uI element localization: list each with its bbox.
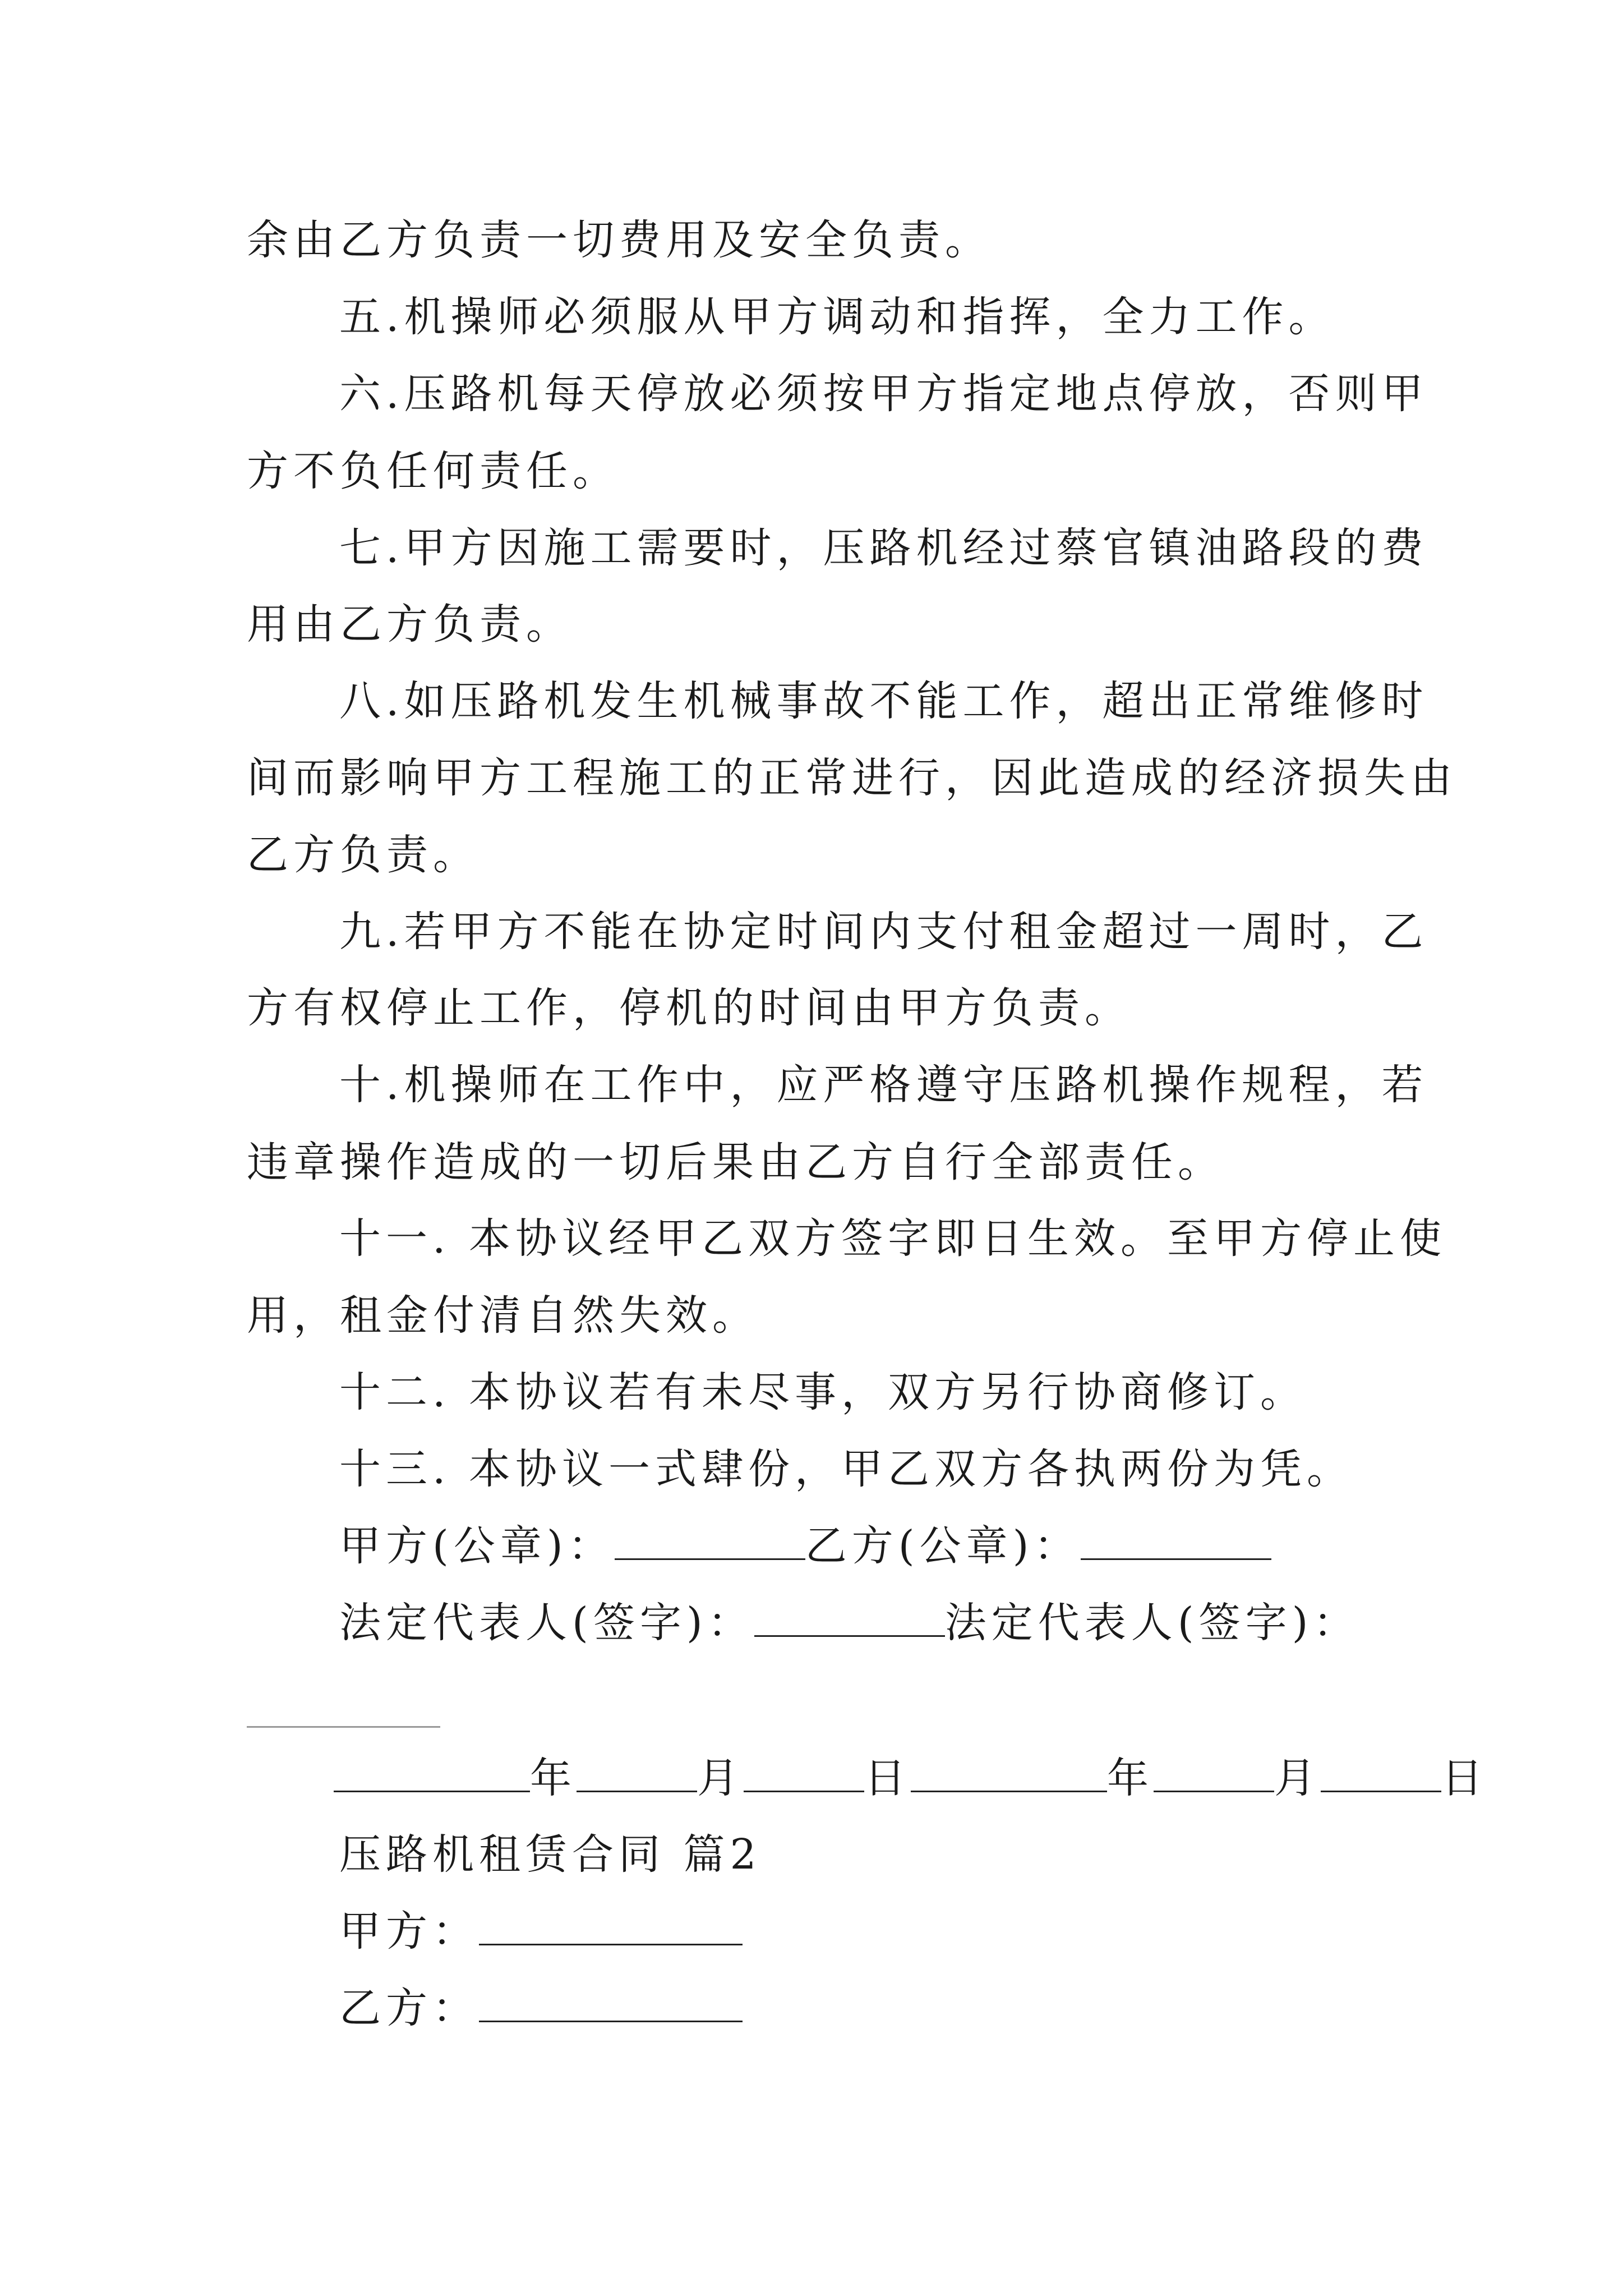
- clause-13: 十三. 本协议一式肆份，甲乙双方各执两份为凭。: [339, 1445, 1354, 1493]
- party-a-seal-blank[interactable]: [615, 1525, 805, 1560]
- rep-a-label: 法定代表人(签字)：: [339, 1599, 754, 1647]
- paragraph-line: 违章操作造成的一切后果由乙方自行全部责任。: [247, 1138, 1224, 1186]
- paragraph-line: 方不负任何责任。: [247, 447, 619, 495]
- party-b-seal-blank[interactable]: [1081, 1525, 1271, 1560]
- party-a-blank[interactable]: [479, 1910, 743, 1945]
- clause-5: 五.机操师必须服从甲方调动和指挥，全力工作。: [339, 293, 1335, 341]
- day-b-blank[interactable]: [1321, 1757, 1441, 1792]
- paragraph-line: 用由乙方负责。: [247, 600, 573, 648]
- party-b-line: [339, 1980, 1483, 2036]
- rep-b-blank[interactable]: [247, 1726, 440, 1728]
- clause-11: 十一. 本协议经甲乙双方签字即日生效。至甲方停止使: [339, 1214, 1447, 1263]
- month-a-blank[interactable]: [577, 1757, 697, 1792]
- clause-12: 十二. 本协议若有未尽事，双方另行协商修订。: [339, 1368, 1307, 1416]
- clause-9: 九.若甲方不能在协定时间内支付租金超过一周时，乙: [339, 908, 1428, 956]
- year-label: 年: [530, 1754, 577, 1802]
- day-label: 日: [864, 1754, 911, 1802]
- year-b-blank[interactable]: [911, 1757, 1107, 1792]
- date-line: [334, 1750, 1488, 1806]
- clause-7: 七.甲方因施工需要时，压路机经过蔡官镇油路段的费: [339, 524, 1428, 572]
- paragraph-line: 乙方负责。: [247, 831, 479, 879]
- clause-10: 十.机操师在工作中，应严格遵守压路机操作规程，若: [339, 1061, 1428, 1109]
- party-a-seal-label: 甲方(公章)：: [339, 1522, 615, 1570]
- section-title: 压路机租赁合同 篇2: [339, 1830, 762, 1879]
- paragraph-line: 方有权停止工作，停机的时间由甲方负责。: [247, 984, 1131, 1032]
- party-a-label: 甲方：: [339, 1907, 479, 1955]
- paragraph-line: 余由乙方负责一切费用及安全负责。: [247, 216, 992, 264]
- paragraph-line: 间而影响甲方工程施工的正常进行，因此造成的经济损失由: [247, 754, 1457, 802]
- party-a-line: [339, 1903, 1483, 1959]
- year-a-blank[interactable]: [334, 1757, 530, 1792]
- month-label: 月: [697, 1754, 744, 1802]
- paragraph-line: 用，租金付清自然失效。: [247, 1291, 759, 1340]
- party-b-seal-label: 乙方(公章)：: [805, 1522, 1081, 1570]
- party-b-label: 乙方：: [339, 1984, 479, 2032]
- party-b-blank[interactable]: [479, 1987, 743, 2022]
- month-b-blank[interactable]: [1154, 1757, 1274, 1792]
- seal-line: [339, 1518, 1483, 1574]
- representative-line: [339, 1595, 1483, 1651]
- rep-a-blank[interactable]: [754, 1602, 945, 1637]
- month-label: 月: [1274, 1754, 1321, 1802]
- day-label: 日: [1441, 1754, 1488, 1802]
- clause-6: 六.压路机每天停放必须按甲方指定地点停放，否则甲: [339, 370, 1428, 418]
- rep-b-label: 法定代表人(签字)：: [944, 1599, 1360, 1647]
- year-label: 年: [1107, 1754, 1154, 1802]
- day-a-blank[interactable]: [744, 1757, 864, 1792]
- clause-8: 八.如压路机发生机械事故不能工作，超出正常维修时: [339, 677, 1428, 725]
